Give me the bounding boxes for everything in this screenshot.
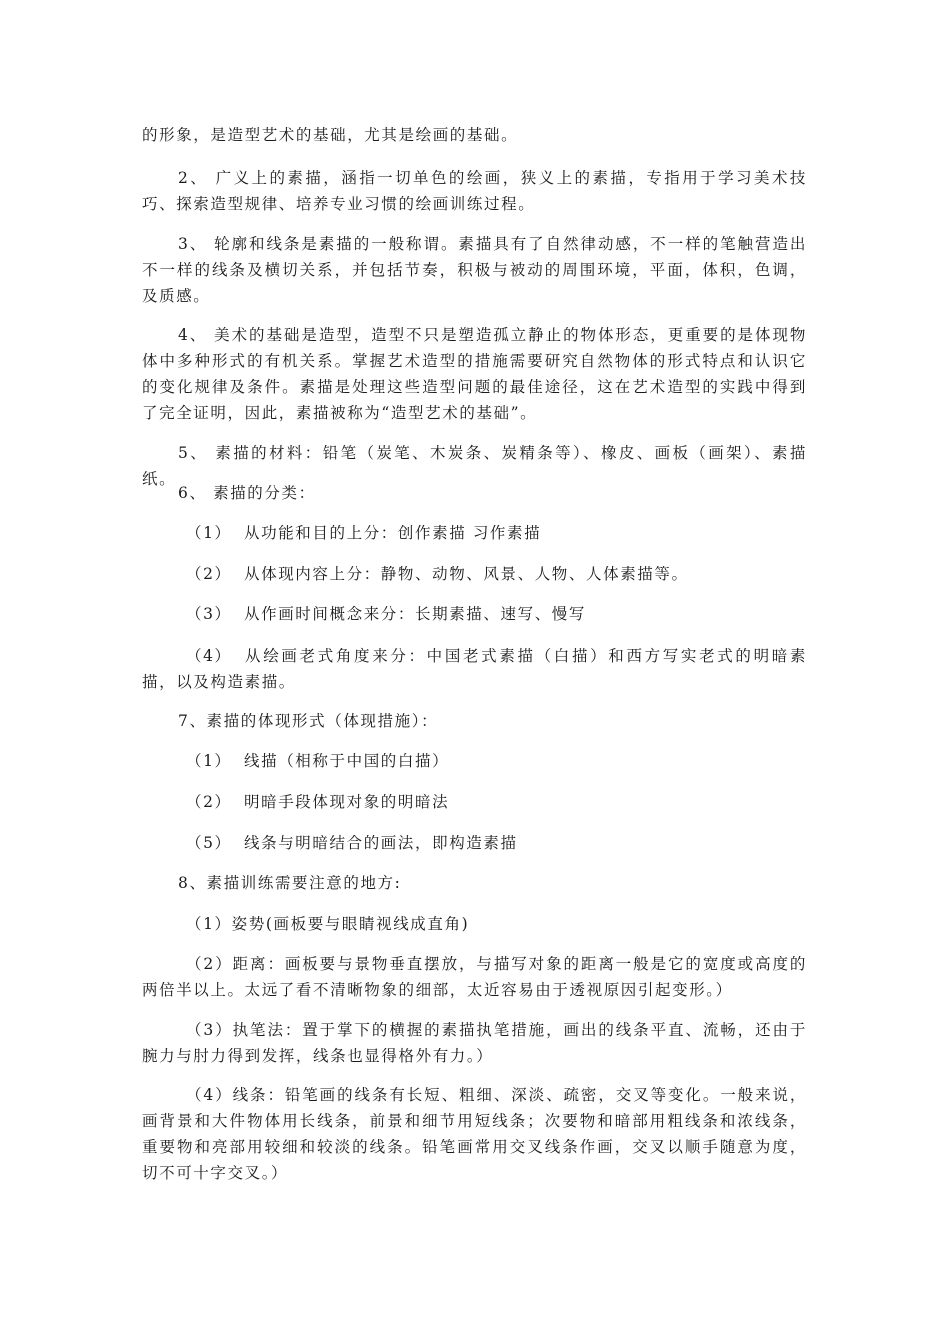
- item-text: 从绘画老式角度来分：中国老式素描（白描）和西方写实老式的明暗素描，以及构造素描。: [142, 647, 807, 691]
- form-item: [186, 789, 449, 815]
- paragraph-8-4: （4）线条：铅笔画的线条有长短、粗细、深淡、疏密，交叉等变化。一般来说，画背景和大件物体用长线条，前景和细节用短线条；次要物和暗部用粗线条和浓线条，重要物和亮部用较细和较淡的线条。铅笔画常用交叉线条作画，交叉以顺手随意为度，切不可十字交叉。）: [142, 1086, 807, 1182]
- paragraph-2: 2、 广义上的素描，涵指一切单色的绘画，狭义上的素描，专指用于学习美术技巧、探索造型规律、培养专业习惯的绘画训练过程。: [142, 169, 807, 213]
- classification-item: [186, 561, 689, 587]
- form-item: [186, 748, 449, 774]
- paragraph-8-2: （2）距离：画板要与景物垂直摆放，与描写对象的距离一般是它的宽度或高度的两倍半以上。太远了看不清晰物象的细部，太近容易由于透视原因引起变形。）: [142, 955, 807, 999]
- paragraph-8-1: （1）姿势(画板要与眼睛视线成直角): [186, 915, 470, 933]
- item-number: （2）: [186, 793, 232, 811]
- form-item: [186, 830, 518, 856]
- item-number: （2）: [186, 565, 232, 583]
- item-text: 线条与明暗结合的画法，即构造素描: [244, 834, 518, 852]
- paragraph-3: 3、 轮廓和线条是素描的一般称谓。素描具有了自然律动感，不一样的笔触营造出不一样的线条及横切关系，并包括节奏，积极与被动的周围环境，平面，体积，色调，及质感。: [142, 235, 807, 305]
- classification-item: [186, 520, 541, 546]
- paragraph-4: 4、 美术的基础是造型，造型不只是塑造孤立静止的物体形态，更重要的是体现物体中多种形式的有机关系。掌握艺术造型的措施需要研究自然物体的形式特点和认识它的变化规律及条件。素描是处理这些造型问题的最佳途径，这在艺术造型的实践中得到了完全证明，因此，素描被称为“造型艺术的基础”。: [142, 326, 807, 422]
- item-number: （1）: [186, 752, 232, 770]
- paragraph-8: 8、素描训练需要注意的地方:: [178, 874, 402, 892]
- classification-item-4: [142, 643, 807, 695]
- paragraph-7: 7、素描的体现形式（体现措施）：: [178, 712, 439, 730]
- item-number: （5）: [186, 834, 232, 852]
- classification-item: [186, 601, 586, 627]
- paragraph-continuation: 的形象，是造型艺术的基础，尤其是绘画的基础。: [142, 126, 519, 144]
- item-number: （1）: [186, 524, 232, 542]
- item-number: （4）: [186, 647, 232, 665]
- item-text: 从体现内容上分：静物、动物、风景、人物、人体素描等。: [244, 565, 689, 583]
- paragraph-6: 6、 素描的分类：: [178, 484, 316, 502]
- item-text: 从作画时间概念来分：长期素描、速写、慢写: [244, 605, 587, 623]
- paragraph-8-3: （3）执笔法：置于掌下的横握的素描执笔措施，画出的线条平直、流畅，还由于腕力与肘力得到发挥，线条也显得格外有力。）: [142, 1021, 807, 1065]
- paragraph-5: 5、 素描的材料：铅笔（炭笔、木炭条、炭精条等）、橡皮、画板（画架）、素描纸。: [142, 444, 807, 488]
- item-text: 明暗手段体现对象的明暗法: [244, 793, 450, 811]
- item-text: 从功能和目的上分：创作素描 习作素描: [244, 524, 542, 542]
- item-text: 线描（相称于中国的白描）: [244, 752, 450, 770]
- item-number: （3）: [186, 605, 232, 623]
